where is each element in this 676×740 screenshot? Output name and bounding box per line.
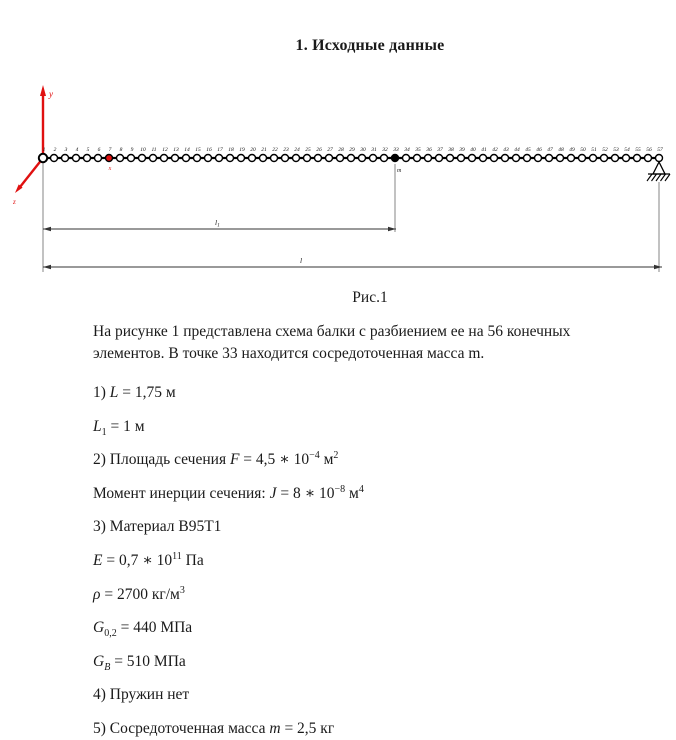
beam-node <box>623 155 630 162</box>
node-number: 51 <box>591 147 597 153</box>
node-number: 36 <box>426 147 432 153</box>
y-axis-label: y <box>49 89 53 99</box>
beam-node <box>469 155 476 162</box>
node-number: 1 <box>42 147 46 153</box>
beam-node <box>612 155 619 162</box>
beam-node <box>645 155 652 162</box>
intro-paragraph <box>93 321 633 365</box>
node-number: 17 <box>217 147 223 153</box>
node-number: 7 <box>108 147 112 153</box>
node-number: 9 <box>130 147 134 153</box>
beam-node <box>139 155 146 162</box>
node-number: 25 <box>305 147 311 153</box>
data-item: 1) L = 1,75 м <box>93 384 176 401</box>
node-number: 43 <box>503 147 509 153</box>
node-number: 56 <box>646 147 652 153</box>
data-item: E = 0,7 ∗ $10^{11}$ Па <box>93 550 204 569</box>
beam-node <box>106 155 113 162</box>
dimension-l1-arrow-left <box>43 227 51 231</box>
node-number: 24 <box>294 147 300 153</box>
beam-node <box>161 155 168 162</box>
beam-node <box>183 155 190 162</box>
support-triangle <box>653 162 665 174</box>
data-item: ρ = 2700 $кг/м^3$ <box>93 584 185 603</box>
section-title: 1. Исходные данные <box>295 37 445 54</box>
node-number: 40 <box>470 147 476 153</box>
beam-node <box>205 155 212 162</box>
beam-node <box>436 155 443 162</box>
data-item: $G_{0,2} = 440$ МПа <box>93 619 193 640</box>
beam-node <box>150 155 157 162</box>
node-number: 52 <box>602 147 608 153</box>
data-item: 5) Сосредоточенная масса m = 2,5 кг <box>93 719 335 737</box>
beam-node <box>39 154 47 162</box>
data-item: 4) Пружин нет <box>93 686 190 704</box>
node-number: 45 <box>525 147 531 153</box>
beam-node <box>293 155 300 162</box>
node-number: 22 <box>272 147 278 153</box>
node-number: 4 <box>75 147 79 153</box>
node-number: 30 <box>360 147 366 153</box>
beam-node <box>425 155 432 162</box>
node-number: 44 <box>514 147 520 153</box>
node-number: 29 <box>349 147 355 153</box>
node-number: 26 <box>316 147 322 153</box>
beam-node <box>535 155 542 162</box>
node-number: 39 <box>459 147 465 153</box>
node-number: 48 <box>558 147 564 153</box>
node-number: 16 <box>206 147 212 153</box>
beam-node <box>491 155 498 162</box>
beam-node <box>128 155 135 162</box>
beam-node <box>315 155 322 162</box>
data-item: $L_1 = 1$ м <box>93 417 145 438</box>
beam-node <box>249 155 256 162</box>
beam-node <box>194 155 201 162</box>
beam-node <box>502 155 509 162</box>
beam-node <box>95 155 102 162</box>
node-number: 53 <box>613 147 619 153</box>
node-number: 2 <box>53 147 57 153</box>
beam-node <box>51 155 58 162</box>
body-text <box>93 321 633 740</box>
node-number: 55 <box>635 147 641 153</box>
data-items <box>93 382 633 740</box>
beam-node <box>326 155 333 162</box>
node-number: 13 <box>173 147 179 153</box>
beam-node <box>216 155 223 162</box>
beam-node <box>359 155 366 162</box>
beam-node <box>513 155 520 162</box>
beam-node <box>304 155 311 162</box>
node-number: 31 <box>371 147 377 153</box>
node-number: 11 <box>151 147 157 153</box>
support-hatch <box>665 174 670 181</box>
beam-node <box>282 155 289 162</box>
node-number: 8 <box>119 147 123 153</box>
node-number: 12 <box>162 147 168 153</box>
beam-node <box>480 155 487 162</box>
beam-node <box>524 155 531 162</box>
node-number: 46 <box>536 147 542 153</box>
node-number: 3 <box>64 147 68 153</box>
node-number: 19 <box>239 147 245 153</box>
z-axis <box>20 158 43 187</box>
paragraph-line-1: На рисунке 1 представлена схема балки с разбиением ее на 56 конечных <box>93 323 571 340</box>
data-item: 2) Площадь сечения F = 4,5 ∗ $10^{-4}$ $м^2$ <box>93 450 339 469</box>
beam-node <box>568 155 575 162</box>
support-hatch <box>656 174 661 181</box>
node-number: 42 <box>492 147 498 153</box>
beam-node <box>260 155 267 162</box>
node-number: 23 <box>283 147 289 153</box>
node-number: 10 <box>140 147 146 153</box>
x-axis-label: x <box>108 166 112 172</box>
beam-node <box>656 155 663 162</box>
figure-caption: Рис.1 <box>352 289 388 306</box>
node-number: 20 <box>250 147 256 153</box>
dimension-l-arrow-right <box>654 265 662 269</box>
beam-node <box>392 155 399 162</box>
beam-node <box>271 155 278 162</box>
beam-node <box>172 155 179 162</box>
y-axis-arrowhead <box>40 85 46 96</box>
node-number: 15 <box>195 147 201 153</box>
beam-node <box>590 155 597 162</box>
beam-node <box>62 155 69 162</box>
beam-node <box>546 155 553 162</box>
data-item: 3) Материал В95Т1 <box>93 518 222 536</box>
beam-figure <box>0 80 676 285</box>
node-number: 57 <box>657 147 663 153</box>
support-hatch <box>661 174 666 181</box>
node-number: 14 <box>184 147 190 153</box>
node-number: 32 <box>382 147 388 153</box>
node-number: 37 <box>437 147 443 153</box>
node-number: 18 <box>228 147 234 153</box>
node-number: 47 <box>547 147 553 153</box>
node-number: 54 <box>624 147 630 153</box>
beam-node <box>348 155 355 162</box>
node-number: 35 <box>415 147 421 153</box>
beam-node <box>601 155 608 162</box>
beam-node <box>447 155 454 162</box>
beam-node <box>557 155 564 162</box>
dimension-l1-label: $l_1$ <box>215 218 220 229</box>
node-number: 41 <box>481 147 487 153</box>
data-item: Момент инерции сечения: J = 8 ∗ $10^{-8}$ $м^4$ <box>93 483 364 502</box>
z-axis-label: z <box>13 198 16 206</box>
beam-figure-svg <box>0 80 676 285</box>
node-number: 33 <box>393 147 399 153</box>
dimension-l-arrow-left <box>43 265 51 269</box>
beam-node <box>227 155 234 162</box>
beam-node <box>381 155 388 162</box>
support-hatch <box>652 174 657 181</box>
dimension-l-label: l <box>300 256 303 265</box>
beam-node <box>370 155 377 162</box>
beam-node <box>73 155 80 162</box>
beam-node <box>117 155 124 162</box>
beam-node <box>84 155 91 162</box>
data-item: $G_B = 510$ МПа <box>93 652 186 673</box>
node-number: 34 <box>404 147 410 153</box>
beam-node <box>634 155 641 162</box>
mass-label: m <box>397 168 402 174</box>
beam-node <box>458 155 465 162</box>
node-number: 6 <box>97 147 101 153</box>
support-hatch <box>647 174 652 181</box>
beam-node <box>238 155 245 162</box>
node-number: 38 <box>448 147 454 153</box>
beam-node <box>337 155 344 162</box>
node-number: 50 <box>580 147 586 153</box>
node-number: 28 <box>338 147 344 153</box>
node-number: 27 <box>327 147 333 153</box>
beam-node <box>579 155 586 162</box>
paragraph-line-2: элементов. В точке 33 находится сосредоточенная масса m. <box>93 345 485 362</box>
node-number: 5 <box>86 147 90 153</box>
node-number: 21 <box>261 147 267 153</box>
node-number: 49 <box>569 147 575 153</box>
beam-node <box>414 155 421 162</box>
beam-node <box>403 155 410 162</box>
